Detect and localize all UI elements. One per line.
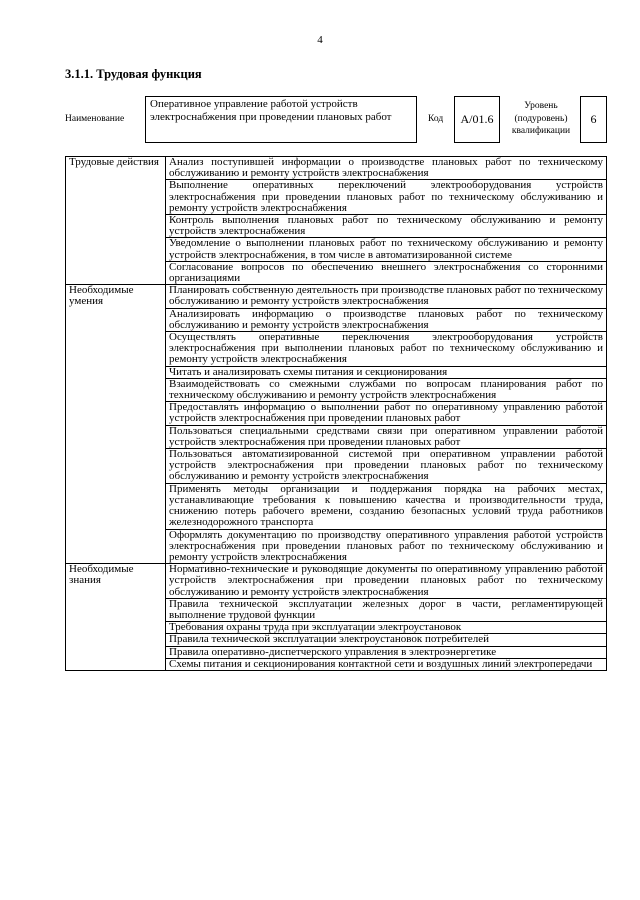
table-row xyxy=(66,564,607,599)
section-category: Необходимые умения xyxy=(66,285,166,564)
name-label: Наименование xyxy=(65,114,125,124)
list-item: Контроль выполнения плановых работ по техническому обслуживанию и ремонту устройств электроснабжения xyxy=(166,215,607,238)
list-item: Осуществлять оперативные переключения электрооборудования устройств электроснабжения при выполнении плановых работ по техническому обслуживанию и ремонту устройств электроснабжения xyxy=(166,332,607,367)
functions-table xyxy=(65,156,607,671)
section-category: Трудовые действия xyxy=(66,157,166,285)
list-item: Схемы питания и секционирования контактной сети и воздушных линий электропередачи xyxy=(166,658,607,670)
table-row xyxy=(66,285,607,308)
list-item: Взаимодействовать со смежными службами по вопросам планирования работ по техническому обслуживанию и ремонту устройств электроснабжения xyxy=(166,378,607,401)
list-item: Пользоваться специальными средствами связи при оперативном управлении работой устройств электроснабжения при проведении плановых работ xyxy=(166,425,607,448)
functions-table-body xyxy=(66,157,607,671)
list-item: Требования охраны труда при эксплуатации электроустановок xyxy=(166,622,607,634)
list-item: Правила оперативно-диспетчерского управления в электроэнергетике xyxy=(166,646,607,658)
list-item: Оформлять документацию по производству оперативного управления работой устройств электроснабжения при проведении плановых работ по техническому обслуживанию и ремонту устройств электроснабжения xyxy=(166,529,607,564)
level-value-box: 6 xyxy=(580,96,607,143)
list-item: Анализировать информацию о производстве плановых работ по техническому обслуживанию и ремонту устройств электроснабжения xyxy=(166,308,607,331)
list-item: Правила технической эксплуатации электроустановок потребителей xyxy=(166,634,607,646)
table-row xyxy=(66,157,607,180)
list-item: Уведомление о выполнении плановых работ по техническому обслуживанию и ремонту устройств электроснабжения, в том числе в автоматизированной системе xyxy=(166,238,607,261)
code-value-box: A/01.6 xyxy=(454,96,500,143)
list-item: Правила технической эксплуатации железных дорог в части, регламентирующей выполнение трудовой функции xyxy=(166,598,607,621)
list-item: Предоставлять информацию о выполнении работ по оперативному управлению работой устройств электроснабжения при проведении плановых работ xyxy=(166,402,607,425)
section-title: 3.1.1. Трудовая функция xyxy=(65,67,202,81)
section-category: Необходимые знания xyxy=(66,564,166,671)
list-item: Согласование вопросов по обеспечению внешнего электроснабжения со сторонними организациями xyxy=(166,261,607,284)
list-item: Нормативно-технические и руководящие документы по оперативному управлению работой устройств электроснабжения при проведении плановых работ по техническому обслуживанию и ремонту устройств электроснабжения xyxy=(166,564,607,599)
function-name-box: Оперативное управление работой устройств электроснабжения при проведении плановых работ xyxy=(145,96,417,143)
page-number: 4 xyxy=(317,34,323,46)
list-item: Читать и анализировать схемы питания и секционирования xyxy=(166,366,607,378)
list-item: Планировать собственную деятельность при производстве плановых работ по техническому обслуживанию и ремонту устройств электроснабжения xyxy=(166,285,607,308)
list-item: Применять методы организации и поддержания порядка на рабочих местах, устанавливающие требования к повышению качества и производительности труда, снижению потерь рабочего времени, созданию безопасных условий труда работников железнодорожного транспорта xyxy=(166,483,607,529)
level-label: Уровень (подуровень) квалификации xyxy=(511,101,571,136)
list-item: Выполнение оперативных переключений электрооборудования устройств электроснабжения при проведении плановых работ по техническому обслуживанию и ремонту устройств электроснабжения xyxy=(166,180,607,215)
list-item: Анализ поступившей информации о производстве плановых работ по техническому обслуживанию и ремонту устройств электроснабжения xyxy=(166,157,607,180)
code-label: Код xyxy=(428,114,444,124)
list-item: Пользоваться автоматизированной системой при оперативном управлении работой устройств электроснабжения при проведении плановых работ по техническому обслуживанию и ремонту устройств электроснабжения xyxy=(166,449,607,484)
